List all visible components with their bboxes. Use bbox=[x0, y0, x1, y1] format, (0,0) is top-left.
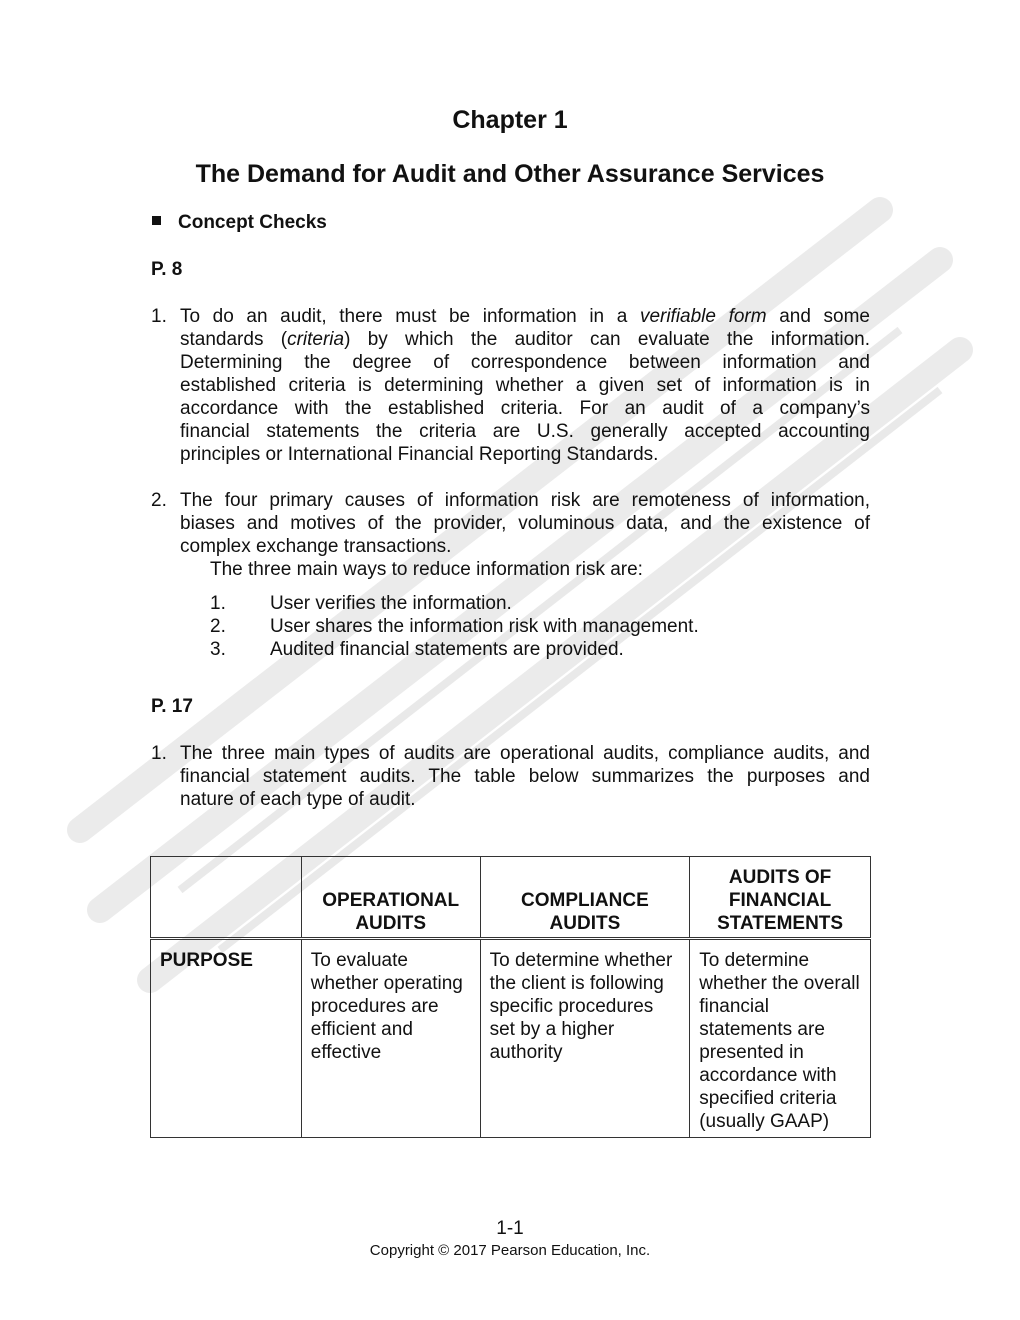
table-cell: To determine whether the overall financial statements are presented in accordance with specified criteria (usually GAAP) bbox=[690, 939, 871, 1138]
item-line: Determining the degree of correspondence between information and bbox=[180, 352, 870, 373]
item-text: User shares the information risk with management. bbox=[270, 616, 699, 637]
item-body bbox=[180, 305, 870, 466]
item-number: 2. bbox=[151, 490, 167, 511]
risk-reduction-list bbox=[210, 592, 810, 661]
item-line: To do an audit, there must be information in a verifiable form and some bbox=[180, 306, 870, 327]
row-label: PURPOSE bbox=[151, 939, 302, 1138]
item-line: biases and motives of the provider, voluminous data, and the existence of bbox=[180, 513, 870, 534]
item-text: User verifies the information. bbox=[270, 593, 512, 614]
item-line: nature of each type of audit. bbox=[180, 789, 416, 810]
list-item bbox=[210, 615, 810, 638]
item-number: 2. bbox=[210, 616, 226, 637]
item-number: 1. bbox=[210, 593, 226, 614]
list-item bbox=[151, 489, 870, 558]
item-number: 1. bbox=[151, 743, 167, 764]
list-item bbox=[151, 742, 870, 811]
page-ref-p8: P. 8 bbox=[151, 259, 183, 280]
item-line: complex exchange transactions. bbox=[180, 536, 452, 557]
item-line: established criteria is determining whether a given set of information is in bbox=[180, 375, 870, 396]
item-body bbox=[180, 742, 870, 811]
item-line: financial statement audits. The table below summarizes the purposes and bbox=[180, 766, 870, 787]
table-header-cell: COMPLIANCE AUDITS bbox=[480, 857, 690, 939]
table-row bbox=[151, 939, 871, 1138]
item-line: standards (criteria) by which the auditor can evaluate the information. bbox=[180, 329, 871, 350]
emphasis: verifiable form bbox=[639, 306, 767, 327]
audit-types-table bbox=[150, 856, 871, 1138]
page-ref-p17: P. 17 bbox=[151, 696, 193, 717]
chapter-heading: Chapter 1 bbox=[452, 106, 568, 134]
table-header-row bbox=[151, 857, 871, 939]
table-cell: To evaluate whether operating procedures are efficient and effective bbox=[301, 939, 480, 1138]
table-header-cell: AUDITS OF FINANCIAL STATEMENTS bbox=[690, 857, 871, 939]
page-number: 1-1 bbox=[496, 1218, 524, 1239]
item-line: principles or International Financial Reporting Standards. bbox=[180, 444, 659, 465]
list-item bbox=[210, 592, 810, 615]
risk-reduction-intro: The three main ways to reduce information risk are: bbox=[210, 559, 643, 580]
page-title: The Demand for Audit and Other Assurance Services bbox=[195, 160, 825, 188]
section-heading bbox=[152, 212, 327, 234]
item-text: Audited financial statements are provided. bbox=[270, 639, 624, 660]
item-number: 3. bbox=[210, 639, 226, 660]
square-bullet-icon bbox=[152, 216, 161, 225]
section-label: Concept Checks bbox=[178, 212, 327, 233]
item-line: The four primary causes of information risk are remoteness of information, bbox=[180, 490, 870, 511]
item-line: The three main types of audits are operational audits, compliance audits, and bbox=[180, 743, 870, 764]
item-line: financial statements the criteria are U.S. generally accepted accounting bbox=[180, 421, 870, 442]
item-number: 1. bbox=[151, 306, 167, 327]
table-header-cell bbox=[151, 857, 302, 939]
table-header-cell: OPERATIONAL AUDITS bbox=[301, 857, 480, 939]
item-line: accordance with the established criteria. For an audit of a company’s bbox=[180, 398, 870, 419]
emphasis: criteria bbox=[287, 329, 345, 350]
item-body bbox=[180, 489, 870, 558]
list-item bbox=[151, 305, 870, 466]
copyright-notice: Copyright © 2017 Pearson Education, Inc. bbox=[369, 1242, 651, 1259]
table-cell: To determine whether the client is following specific procedures set by a higher authority bbox=[480, 939, 690, 1138]
list-item bbox=[210, 638, 810, 661]
